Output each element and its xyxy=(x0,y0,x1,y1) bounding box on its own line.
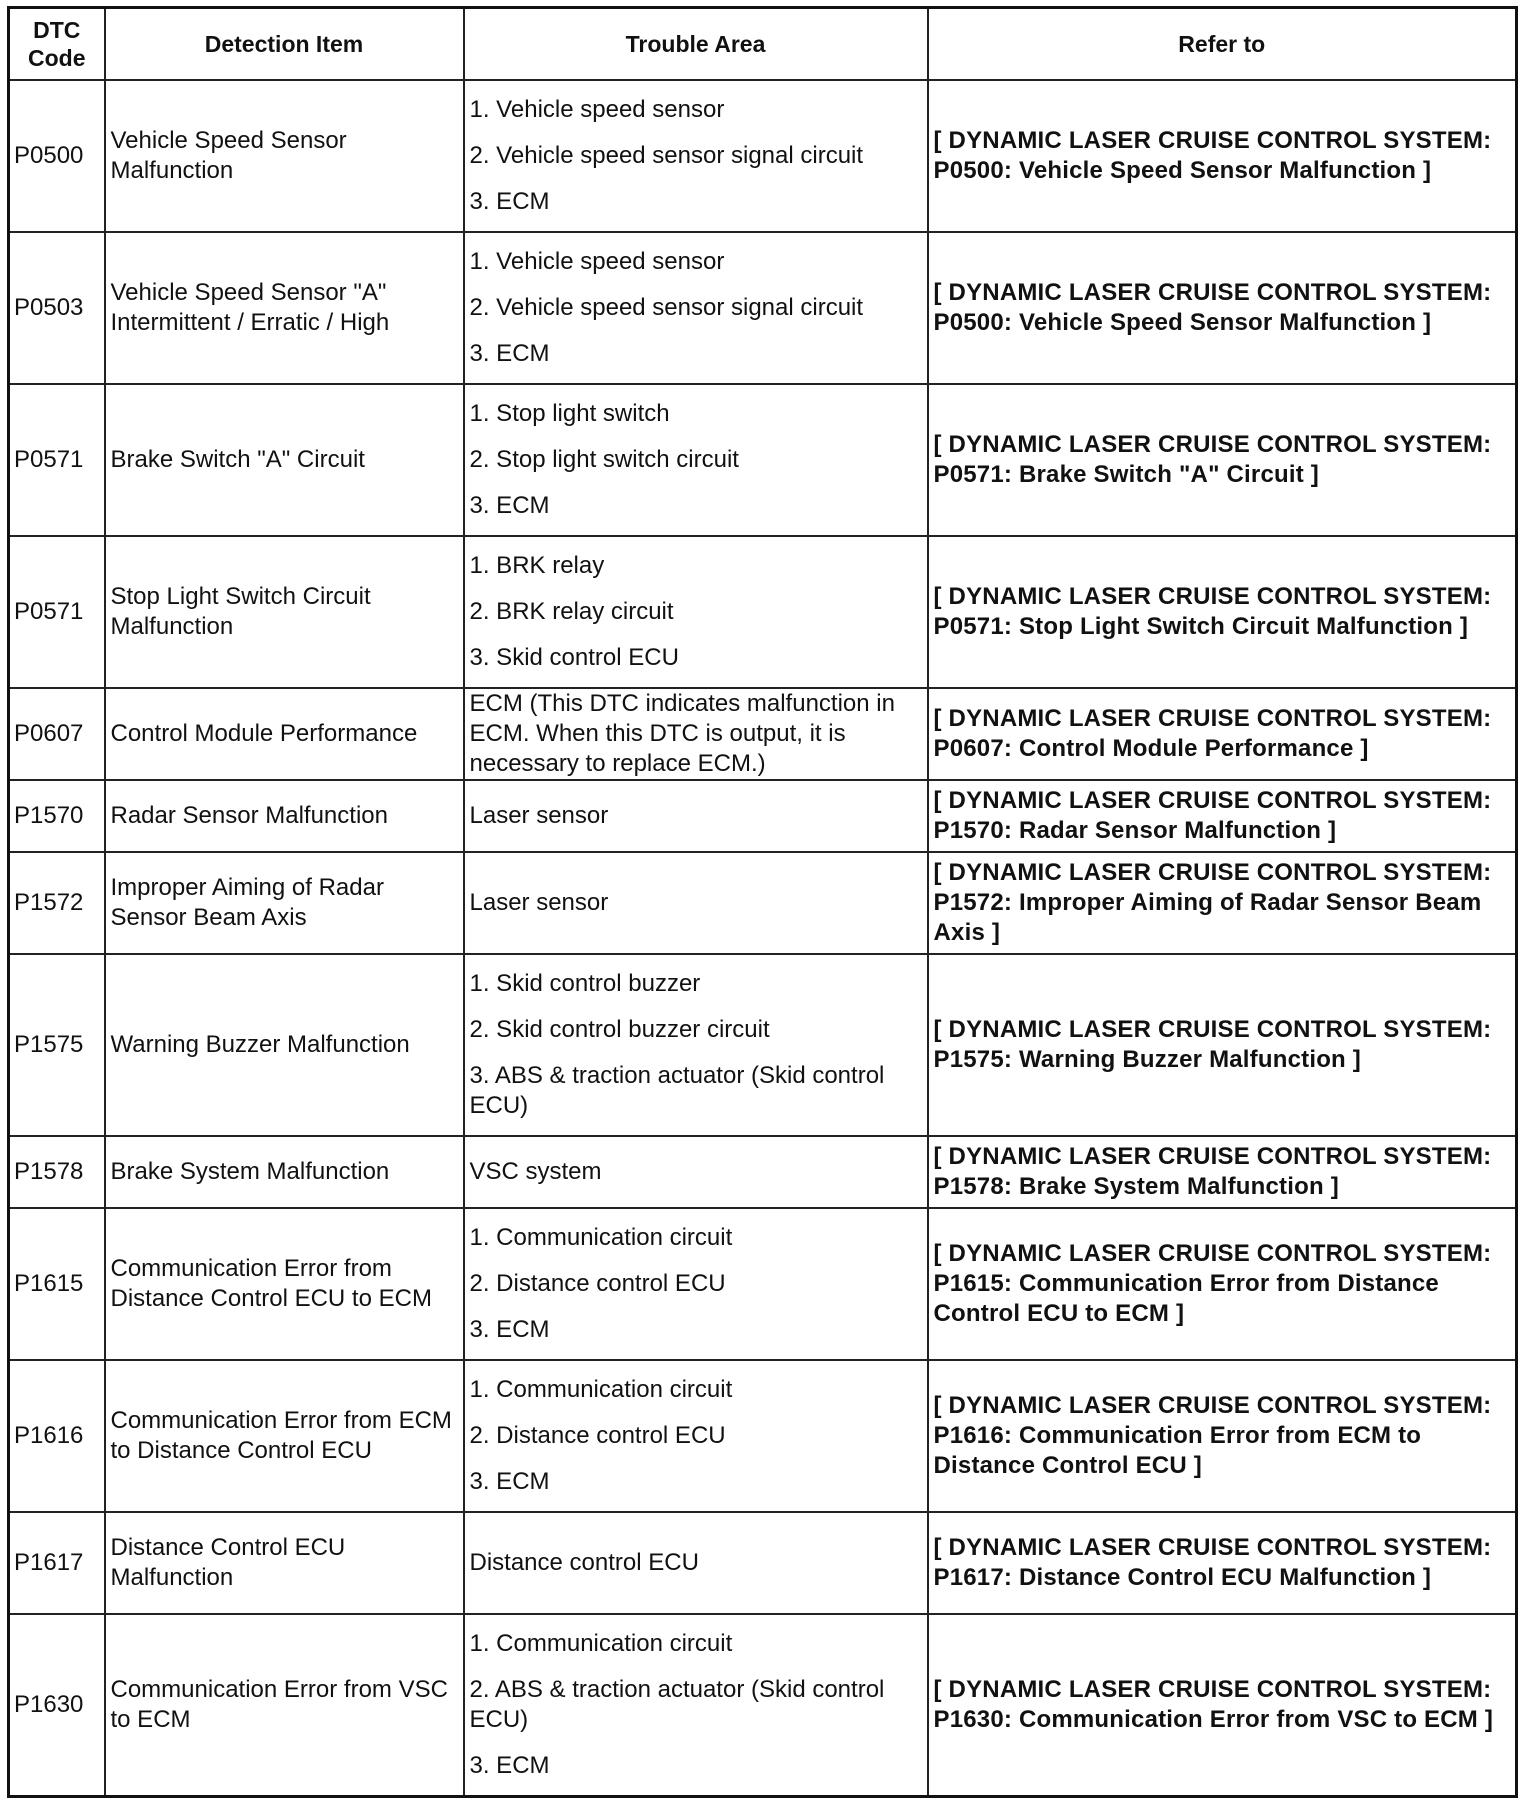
trouble-area-cell xyxy=(464,852,928,954)
trouble-area-item: 2. ABS & traction actuator (Skid control ECU) xyxy=(469,1675,885,1733)
detection-item-cell: Radar Sensor Malfunction xyxy=(105,780,464,852)
dtc-code-cell: P1575 xyxy=(9,954,105,1136)
trouble-area-cell xyxy=(464,954,928,1136)
header-row xyxy=(9,8,1517,81)
refer-to-link[interactable]: [ DYNAMIC LASER CRUISE CONTROL SYSTEM: P0571: Brake Switch "A" Circuit ] xyxy=(928,384,1517,536)
refer-to-link[interactable]: [ DYNAMIC LASER CRUISE CONTROL SYSTEM: P0500: Vehicle Speed Sensor Malfunction ] xyxy=(928,232,1517,384)
dtc-code-cell: P0607 xyxy=(9,688,105,780)
refer-to-link[interactable]: [ DYNAMIC LASER CRUISE CONTROL SYSTEM: P1575: Warning Buzzer Malfunction ] xyxy=(928,954,1517,1136)
table-row xyxy=(9,384,1517,536)
dtc-code-cell: P1570 xyxy=(9,780,105,852)
trouble-area-text: Laser sensor xyxy=(469,802,609,829)
trouble-area-list xyxy=(470,1219,922,1349)
detection-item-cell: Distance Control ECU Malfunction xyxy=(105,1512,464,1614)
trouble-area-item: 3. ECM xyxy=(469,492,550,519)
trouble-area-text: Distance control ECU xyxy=(469,1549,699,1576)
trouble-area-item: 1. Stop light switch xyxy=(469,400,670,427)
trouble-area-list xyxy=(470,395,922,525)
refer-to-link[interactable]: [ DYNAMIC LASER CRUISE CONTROL SYSTEM: P1570: Radar Sensor Malfunction ] xyxy=(928,780,1517,852)
table-row xyxy=(9,1360,1517,1512)
trouble-area-cell xyxy=(464,1614,928,1796)
header-refer-to: Refer to xyxy=(928,8,1517,81)
dtc-code-cell: P1617 xyxy=(9,1512,105,1614)
dtc-code-cell: P0571 xyxy=(9,384,105,536)
trouble-area-cell xyxy=(464,384,928,536)
dtc-table-container xyxy=(7,6,1515,1798)
trouble-area-item: 2. Distance control ECU xyxy=(469,1270,726,1297)
trouble-area-list xyxy=(470,1371,922,1501)
trouble-area-item: 2. Vehicle speed sensor signal circuit xyxy=(469,294,864,321)
table-header xyxy=(9,8,1517,81)
trouble-area-item: 3. ECM xyxy=(469,1468,550,1495)
detection-item-cell: Communication Error from ECM to Distance Control ECU xyxy=(105,1360,464,1512)
dtc-code-cell: P0500 xyxy=(9,80,105,232)
table-row xyxy=(9,232,1517,384)
table-row xyxy=(9,852,1517,954)
table-row xyxy=(9,1208,1517,1360)
table-row xyxy=(9,1512,1517,1614)
trouble-area-item: 3. ABS & traction actuator (Skid control ECU) xyxy=(469,1062,885,1119)
dtc-code-cell: P1630 xyxy=(9,1614,105,1796)
trouble-area-cell xyxy=(464,536,928,688)
trouble-area-list xyxy=(470,243,922,373)
trouble-area-cell xyxy=(464,80,928,232)
trouble-area-cell xyxy=(464,1512,928,1614)
trouble-area-cell xyxy=(464,1136,928,1208)
refer-to-link[interactable]: [ DYNAMIC LASER CRUISE CONTROL SYSTEM: P0571: Stop Light Switch Circuit Malfunction ] xyxy=(928,536,1517,688)
detection-item-cell: Warning Buzzer Malfunction xyxy=(105,954,464,1136)
detection-item-cell: Vehicle Speed Sensor Malfunction xyxy=(105,80,464,232)
trouble-area-item: 1. Communication circuit xyxy=(469,1224,733,1251)
trouble-area-item: 3. ECM xyxy=(469,188,550,215)
trouble-area-item: 2. Vehicle speed sensor signal circuit xyxy=(469,142,864,169)
trouble-area-item: 3. ECM xyxy=(469,1316,550,1343)
refer-to-link[interactable]: [ DYNAMIC LASER CRUISE CONTROL SYSTEM: P1616: Communication Error from ECM to Distance Control ECU ] xyxy=(928,1360,1517,1512)
refer-to-link[interactable]: [ DYNAMIC LASER CRUISE CONTROL SYSTEM: P1615: Communication Error from Distance Control ECU to ECM ] xyxy=(928,1208,1517,1360)
detection-item-cell: Vehicle Speed Sensor "A" Intermittent / Erratic / High xyxy=(105,232,464,384)
detection-item-cell: Communication Error from VSC to ECM xyxy=(105,1614,464,1796)
dtc-code-cell: P0571 xyxy=(9,536,105,688)
table-row xyxy=(9,1136,1517,1208)
detection-item-cell: Brake System Malfunction xyxy=(105,1136,464,1208)
trouble-area-item: 1. Vehicle speed sensor xyxy=(469,248,725,275)
header-trouble-area: Trouble Area xyxy=(464,8,928,81)
dtc-code-cell: P1616 xyxy=(9,1360,105,1512)
trouble-area-item: 1. Skid control buzzer xyxy=(469,970,701,997)
detection-item-cell: Improper Aiming of Radar Sensor Beam Axis xyxy=(105,852,464,954)
trouble-area-item: 2. BRK relay circuit xyxy=(469,598,674,625)
trouble-area-item: 3. ECM xyxy=(469,1751,550,1779)
trouble-area-item: 2. Stop light switch circuit xyxy=(469,446,739,473)
refer-to-link[interactable]: [ DYNAMIC LASER CRUISE CONTROL SYSTEM: P1617: Distance Control ECU Malfunction ] xyxy=(928,1512,1517,1614)
detection-item-cell: Stop Light Switch Circuit Malfunction xyxy=(105,536,464,688)
trouble-area-item: 1. Vehicle speed sensor xyxy=(469,96,725,123)
trouble-area-list xyxy=(470,547,922,677)
trouble-area-list xyxy=(470,965,922,1125)
detection-item-cell: Brake Switch "A" Circuit xyxy=(105,384,464,536)
header-detection-item: Detection Item xyxy=(105,8,464,81)
trouble-area-text: ECM (This DTC indicates malfunction in ECM. When this DTC is output, it is necessary to replace ECM.) xyxy=(469,690,895,777)
trouble-area-item: 1. BRK relay xyxy=(469,552,605,579)
trouble-area-text: VSC system xyxy=(469,1158,602,1185)
trouble-area-item: 1. Communication circuit xyxy=(469,1376,733,1403)
table-row xyxy=(9,1614,1517,1796)
dtc-code-cell: P0503 xyxy=(9,232,105,384)
refer-to-link[interactable]: [ DYNAMIC LASER CRUISE CONTROL SYSTEM: P1572: Improper Aiming of Radar Sensor Beam Axis ] xyxy=(928,852,1517,954)
refer-to-link[interactable]: [ DYNAMIC LASER CRUISE CONTROL SYSTEM: P0500: Vehicle Speed Sensor Malfunction ] xyxy=(928,80,1517,232)
table-row xyxy=(9,780,1517,852)
dtc-code-cell: P1572 xyxy=(9,852,105,954)
trouble-area-cell xyxy=(464,1208,928,1360)
table-row xyxy=(9,80,1517,232)
trouble-area-item: 2. Skid control buzzer circuit xyxy=(469,1016,770,1043)
trouble-area-list xyxy=(470,91,922,221)
refer-to-link[interactable]: [ DYNAMIC LASER CRUISE CONTROL SYSTEM: P1578: Brake System Malfunction ] xyxy=(928,1136,1517,1208)
table-row xyxy=(9,954,1517,1136)
trouble-area-cell xyxy=(464,780,928,852)
trouble-area-text: Laser sensor xyxy=(469,889,609,916)
trouble-area-list xyxy=(470,1625,922,1785)
table-body xyxy=(9,80,1517,1796)
header-dtc-code: DTC Code xyxy=(9,8,105,81)
dtc-table xyxy=(7,6,1518,1798)
trouble-area-cell xyxy=(464,688,928,780)
refer-to-link[interactable]: [ DYNAMIC LASER CRUISE CONTROL SYSTEM: P0607: Control Module Performance ] xyxy=(928,688,1517,780)
table-row xyxy=(9,536,1517,688)
trouble-area-cell xyxy=(464,232,928,384)
detection-item-cell: Control Module Performance xyxy=(105,688,464,780)
detection-item-cell: Communication Error from Distance Control ECU to ECM xyxy=(105,1208,464,1360)
trouble-area-item: 3. ECM xyxy=(469,340,550,367)
trouble-area-item: 3. Skid control ECU xyxy=(469,644,679,671)
dtc-code-cell: P1578 xyxy=(9,1136,105,1208)
refer-to-link[interactable]: [ DYNAMIC LASER CRUISE CONTROL SYSTEM: P1630: Communication Error from VSC to ECM ] xyxy=(928,1614,1517,1796)
trouble-area-item: 1. Communication circuit xyxy=(469,1629,733,1657)
trouble-area-item: 2. Distance control ECU xyxy=(469,1422,726,1449)
table-row xyxy=(9,688,1517,780)
trouble-area-cell xyxy=(464,1360,928,1512)
dtc-code-cell: P1615 xyxy=(9,1208,105,1360)
